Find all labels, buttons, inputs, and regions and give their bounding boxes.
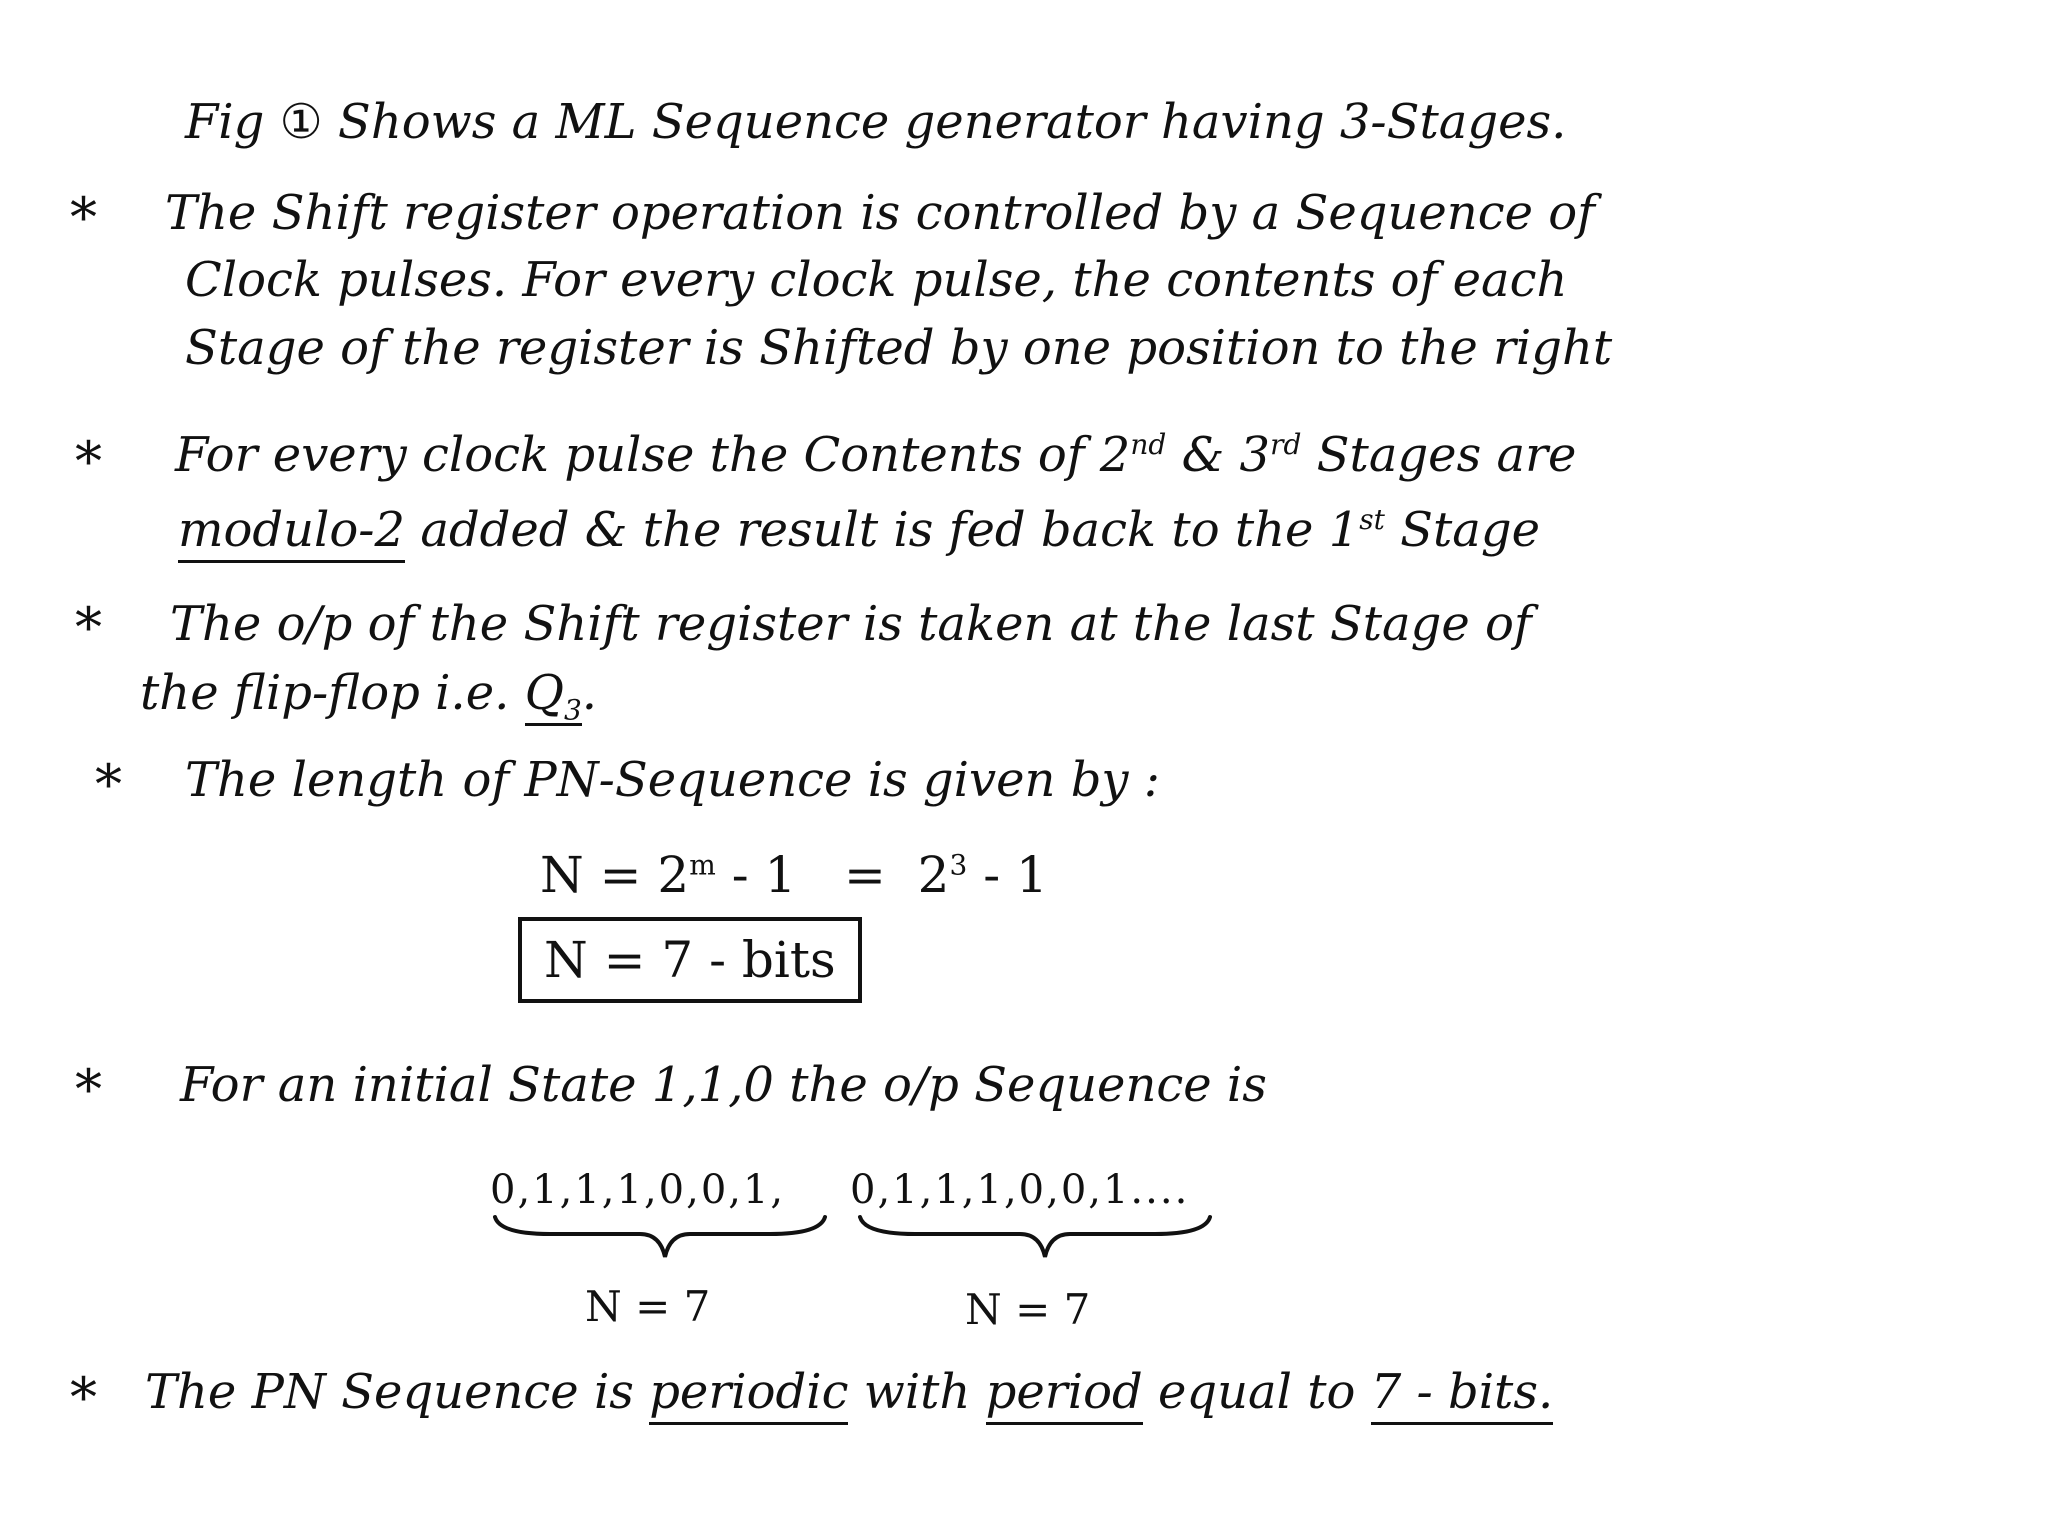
bullet2-text-c: Stages are — [1301, 427, 1577, 483]
intro-text-b: Shows a ML Sequence generator having 3-Stages. — [322, 94, 1567, 150]
q-base: Q — [524, 665, 564, 721]
q3-output — [525, 665, 582, 726]
q-subscript: 3 — [563, 693, 582, 727]
eq-part-b: - 1 = 2 — [715, 846, 950, 904]
eq-part-c: - 1 — [967, 846, 1048, 904]
bullet6-text-a: The PN Sequence is — [145, 1364, 650, 1420]
sequence-group-2: 0,1,1,1,0,0,1.... — [850, 1167, 1190, 1213]
bullet-marker: * — [70, 1366, 97, 1429]
bullet2-line1 — [175, 425, 1576, 485]
period-underlined: period — [986, 1364, 1143, 1425]
bullet3-line1: The o/p of the Shift register is taken at the last Stage of — [170, 596, 1532, 652]
bullet3-line2 — [140, 663, 598, 727]
bullet4-line1: The length of PN-Sequence is given by : — [185, 752, 1160, 808]
sequence-group-1: 0,1,1,1,0,0,1, — [490, 1167, 786, 1213]
bullet2-text-e: Stage — [1384, 502, 1541, 558]
bullet-marker: * — [70, 186, 97, 249]
bullet-marker: * — [75, 596, 102, 659]
bullet2-line2 — [178, 500, 1540, 560]
bullet-marker: * — [75, 430, 102, 493]
length-equation — [540, 845, 1048, 905]
bullet6-text-b: with — [848, 1364, 986, 1420]
intro-line — [185, 92, 1566, 152]
bullet-marker: * — [95, 753, 122, 816]
bullet2-text-d: added & the result is fed back to the 1 — [405, 502, 1360, 558]
ordinal-st: st — [1359, 503, 1385, 536]
eq-exponent-m: m — [689, 848, 716, 882]
bullet2-text-b: & 3 — [1166, 427, 1271, 483]
seven-bits-underlined: 7 - bits. — [1371, 1364, 1554, 1425]
bullet-marker: * — [75, 1058, 102, 1121]
bullet1-line2: Clock pulses. For every clock pulse, the contents of each — [185, 252, 1568, 308]
bullet3-text-a: the flip-flop i.e. — [140, 665, 525, 721]
eq-exponent-3: 3 — [949, 848, 968, 882]
figure-number: ① — [279, 94, 323, 150]
intro-text-a: Fig — [185, 94, 280, 150]
eq-part-a: N = 2 — [540, 846, 690, 904]
n-label-group-2: N = 7 — [965, 1285, 1091, 1334]
ordinal-rd: rd — [1270, 428, 1302, 461]
periodic-underlined: periodic — [649, 1364, 848, 1425]
result-box — [518, 930, 862, 990]
bullet1-line3: Stage of the register is Shifted by one position to the right — [185, 320, 1613, 376]
bullet6-line1 — [145, 1362, 1553, 1422]
bullet3-text-b: . — [581, 665, 598, 721]
bullet5-line1: For an initial State 1,1,0 the o/p Sequence is — [180, 1057, 1267, 1113]
bullet1-line1: The Shift register operation is controlled by a Sequence of — [165, 185, 1595, 241]
n-label-group-1: N = 7 — [585, 1282, 711, 1331]
brace-group-2 — [855, 1212, 1215, 1272]
result-boxed-text: N = 7 - bits — [518, 917, 862, 1003]
bullet2-text-a: For every clock pulse the Contents of 2 — [175, 427, 1131, 483]
bullet6-text-c: equal to — [1142, 1364, 1371, 1420]
ordinal-nd: nd — [1130, 428, 1167, 461]
modulo-2-underlined: modulo-2 — [178, 502, 405, 563]
brace-group-1 — [490, 1212, 830, 1272]
